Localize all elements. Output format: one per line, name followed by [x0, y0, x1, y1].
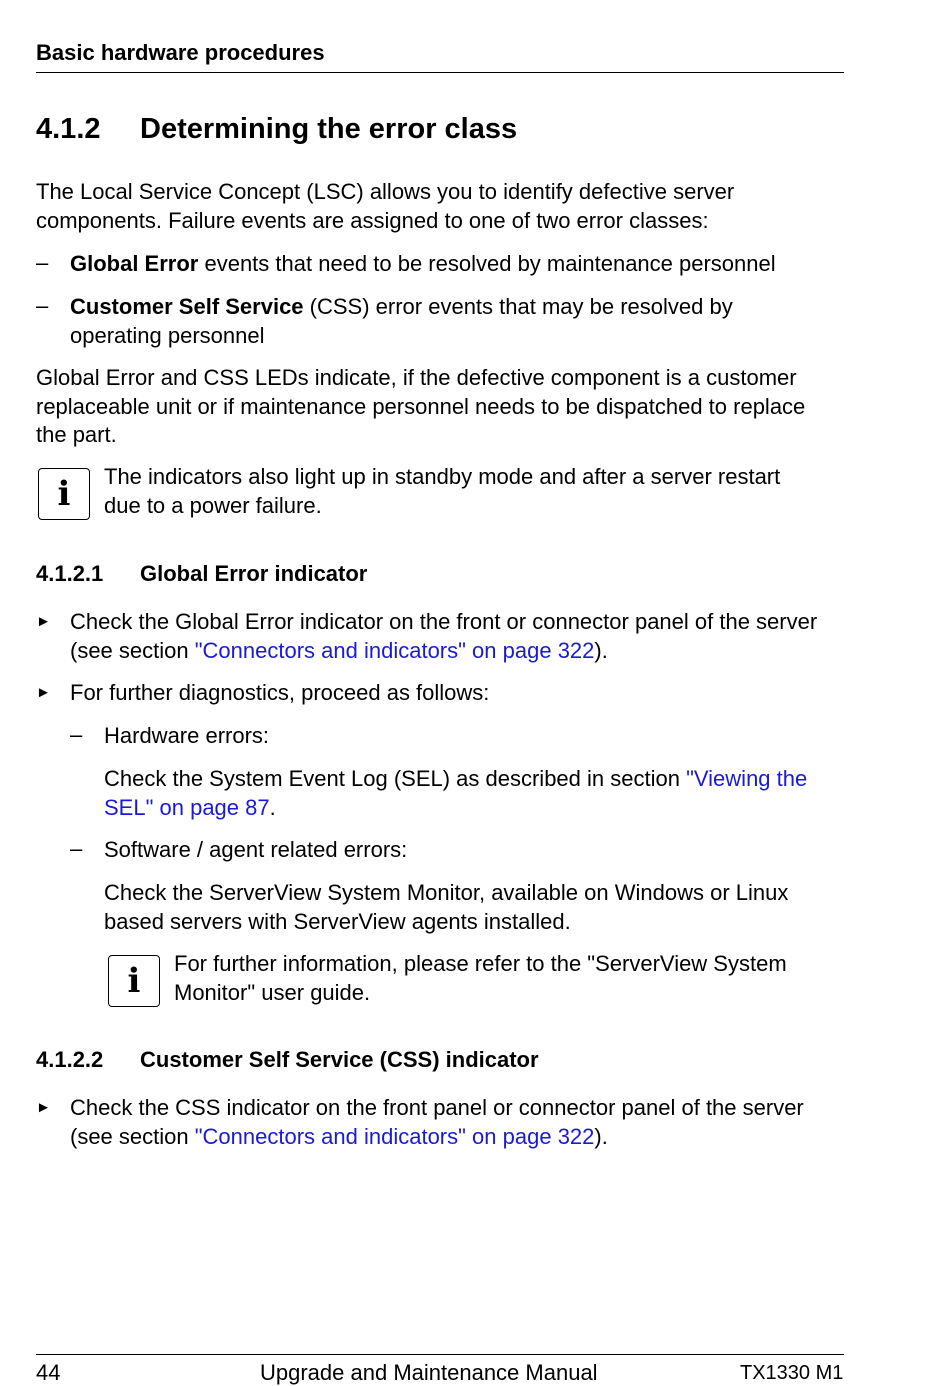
info-icon: i [108, 955, 160, 1007]
step-check-css: Check the CSS indicator on the front panel or connector panel of the server (see section "Connectors and indicators" on page 322). [70, 1095, 804, 1149]
subsection-title: Customer Self Service (CSS) indicator [140, 1047, 539, 1072]
link-viewing-sel-cont[interactable]: SEL" on page 87 [104, 794, 270, 820]
list-item-css: Customer Self Service (CSS) error events that may be resolved by operating personnel [70, 294, 733, 348]
header-rule [36, 72, 844, 73]
running-header: Basic hardware procedures [36, 40, 325, 65]
note-standby: The indicators also light up in standby mode and after a server restart due to a power failure. [104, 464, 781, 518]
step-marker: ► [36, 684, 51, 701]
link-connectors-indicators[interactable]: "Connectors and indicators" on page 322 [194, 1123, 595, 1149]
footer-rule [36, 1354, 844, 1355]
step-check-global-error: Check the Global Error indicator on the front or connector panel of the server (see section "Connectors and indicators" on page 322). [70, 609, 818, 663]
leds-paragraph: Global Error and CSS LEDs indicate, if the defective component is a customer replaceable unit or if maintenance personnel needs to be dispatched to replace the part. [36, 365, 806, 447]
list-dash: – [36, 250, 49, 275]
software-errors-text: Check the ServerView System Monitor, available on Windows or Linux based servers with ServerView agents installed. [104, 880, 789, 934]
link-viewing-sel[interactable]: "Viewing the [686, 766, 808, 791]
step-diagnostics: For further diagnostics, proceed as follows: [70, 680, 490, 705]
subsection-number: 4.1.2.2 [36, 1047, 104, 1072]
list-item-global-error: Global Error events that need to be resolved by maintenance personnel [70, 251, 776, 276]
step-marker: ► [36, 1099, 51, 1116]
info-icon: i [38, 468, 90, 520]
link-connectors-indicators[interactable]: "Connectors and indicators" on page 322 [194, 637, 595, 663]
note-serverview: For further information, please refer to the "ServerView System Monitor" user guide. [174, 951, 787, 1005]
step-marker: ► [36, 613, 51, 630]
hardware-errors-label: Hardware errors: [104, 723, 270, 748]
intro-paragraph: The Local Service Concept (LSC) allows you to identify defective server components. Failure events are assigned to one of two error classes: [36, 179, 735, 233]
page-number: 44 [36, 1360, 61, 1385]
manual-title: Upgrade and Maintenance Manual [260, 1360, 598, 1385]
hardware-errors-text: Check the System Event Log (SEL) as described in section "Viewing the SEL" on page 87. [104, 766, 808, 820]
subsection-title: Global Error indicator [140, 561, 368, 586]
list-dash: – [70, 722, 83, 747]
list-dash: – [36, 293, 49, 318]
model-name: TX1330 M1 [740, 1362, 844, 1384]
list-dash: – [70, 836, 83, 861]
subsection-number: 4.1.2.1 [36, 561, 104, 586]
section-title: Determining the error class [140, 113, 518, 145]
software-errors-label: Software / agent related errors: [104, 837, 408, 862]
section-number: 4.1.2 [36, 113, 101, 145]
